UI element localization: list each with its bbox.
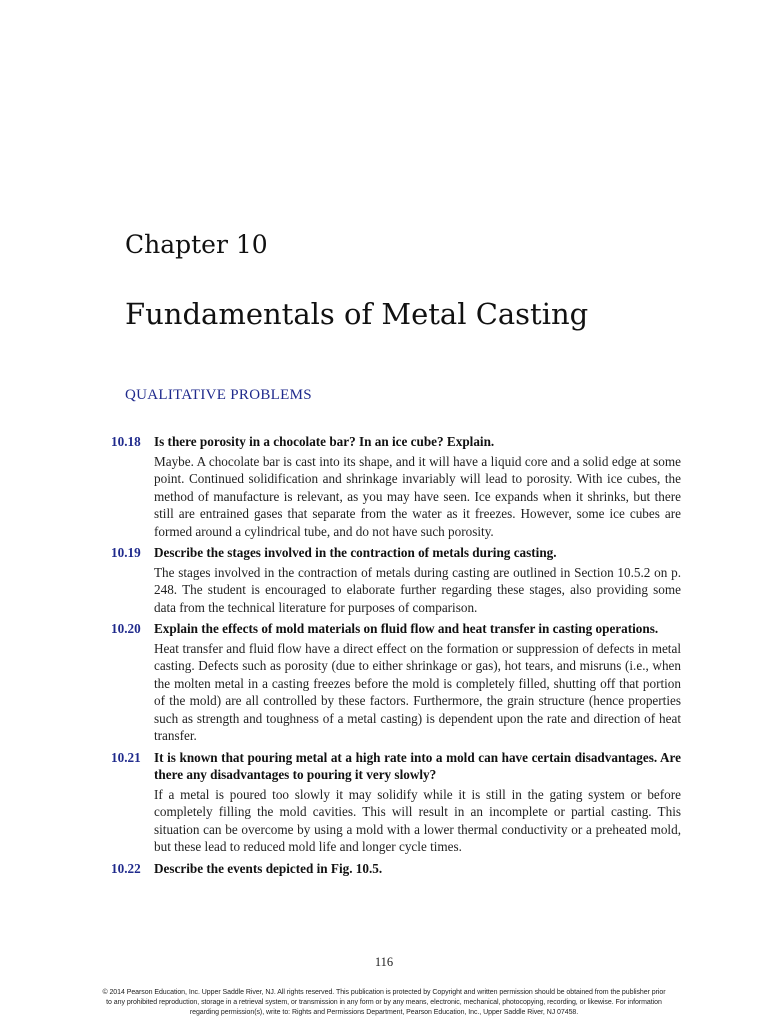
problem-number: 10.18 bbox=[111, 434, 141, 449]
problem-list bbox=[111, 433, 681, 879]
problem-10-18 bbox=[111, 433, 681, 540]
problem-number: 10.22 bbox=[111, 860, 141, 876]
problem-answer: If a metal is poured too slowly it may solidify while it is still in the gating system or before completely filling the mold cavities. This will result in an incomplete or partial casting. This situation can be overcome by using a mold with a lower thermal conductivity or a preheated mold, but these lead to reduced mold life and longer cycle times. bbox=[154, 786, 681, 854]
problem-number: 10.19 bbox=[111, 545, 141, 560]
problem-answer: The stages involved in the contraction of metals during casting are outlined in Section 10.5.2 on p. 248. The student is encouraged to elaborate further regarding these stages, also providing some data from the technical literature for purposes of comparison. bbox=[154, 564, 681, 615]
problem-number: 10.20 bbox=[111, 621, 141, 636]
problem-answer: Maybe. A chocolate bar is cast into its shape, and it will have a liquid core and a solid edge at some point. Continued solidification and shrinkage invariably will lead to porosity. With ice cubes, the method of manufacture is relevant, as you may have seen. Ice expands when it shrinks, but there still are entrained gases that separate from the water as it freezes. However, some ice cubes are formed around a cylindrical tube, and do not have such porosity. bbox=[154, 453, 681, 539]
chapter-label: Chapter 10 bbox=[125, 230, 268, 259]
problem-10-21 bbox=[111, 749, 681, 856]
copyright-notice: © 2014 Pearson Education, Inc. Upper Saddle River, NJ. All rights reserved. This publication is protected by Copyright and written permission should be obtained from the publisher prior to any prohibited reproduction, storage in a retrieval system, or transmission in any form or by any means, electronic, mechanical, photocopying, recording, or likewise. For information regarding permission(s), write to: Rights and Permissions Department, Pearson Education, Inc., Upper Saddle River, NJ 07458. bbox=[102, 989, 666, 1016]
problem-question: Describe the events depicted in Fig. 10.5. bbox=[154, 860, 383, 876]
problem-question: Is there porosity in a chocolate bar? In an ice cube? Explain. bbox=[154, 434, 495, 449]
problem-10-22 bbox=[111, 860, 681, 878]
page-number: 116 bbox=[374, 955, 394, 969]
section-heading: QUALITATIVE PROBLEMS bbox=[125, 387, 312, 403]
chapter-title: Fundamentals of Metal Casting bbox=[125, 297, 589, 331]
problem-question: Explain the effects of mold materials on fluid flow and heat transfer in casting operations. bbox=[154, 621, 659, 636]
problem-question: It is known that pouring metal at a high rate into a mold can have certain disadvantages. Are there any disadvantages to pouring it very slowly? bbox=[154, 749, 681, 782]
problem-question: Describe the stages involved in the contraction of metals during casting. bbox=[154, 545, 557, 560]
problem-answer: Heat transfer and fluid flow have a direct effect on the formation or suppression of defects in metal casting. Defects such as porosity (due to either shrinkage or gas), hot tears, and misruns (i.e., when the molten metal in a casting freezes before the mold is completely filled, shutting off that portion of the mold) are all controlled by these factors. Furthermore, the grain structure (hence properties such as strength and toughness of a metal casting) is dependent upon the rate and direction of heat transfer. bbox=[154, 640, 681, 743]
problem-10-20 bbox=[111, 620, 681, 745]
problem-10-19 bbox=[111, 544, 681, 616]
problem-number: 10.21 bbox=[111, 749, 141, 765]
